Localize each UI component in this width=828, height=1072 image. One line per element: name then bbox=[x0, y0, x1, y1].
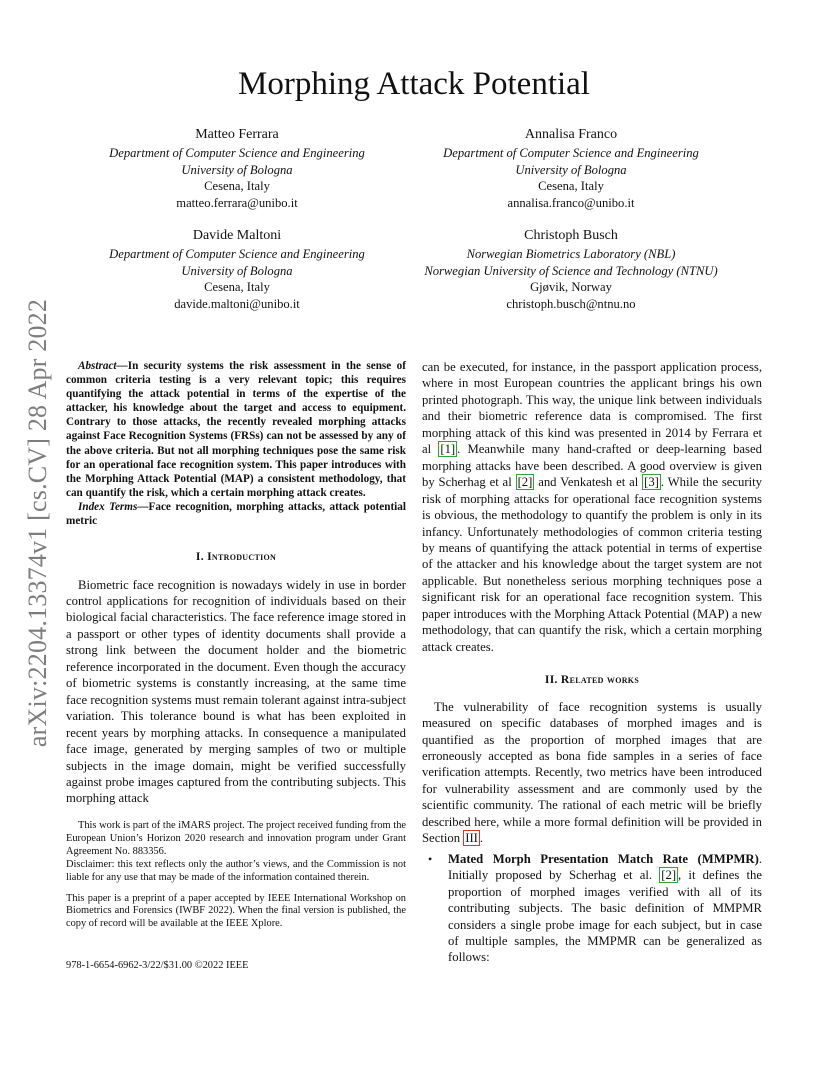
footnote-disclaimer: Disclaimer: this text reflects only the author’s views, and the Commission is not liable for any use that may be made of the information contained therein. bbox=[66, 858, 406, 883]
author-affiliation: Norwegian Biometrics Laboratory (NBL) bbox=[466, 247, 676, 261]
section-heading-related-works: II. Related works bbox=[544, 673, 640, 687]
author-email: annalisa.franco@unibo.it bbox=[507, 195, 635, 210]
author-institution: University of Bologna bbox=[181, 263, 293, 278]
author-block bbox=[406, 125, 736, 211]
section-link[interactable]: III bbox=[465, 831, 478, 846]
introduction-paragraph: Biometric face recognition is nowadays widely in use in border control applications for recognition of individuals based on their biological facial characteristics. The face reference image stored in a passport or other types of identity documents shall provide a strong link between the document holder and the biometric reference incorporated in the document. Even though the accuracy of biometric systems is constantly increasing, at the same time face recognition systems must remain tolerant against intra-subject variation. This tolerance bound is what has been exploited in recent years by morphing attacks. In consequence a manipulated face image, generated by merging samples of two or multiple subjects in the image domain, might be verified successfully against probe images captured from the contributing subjects. This morphing attack bbox=[66, 577, 406, 806]
left-column bbox=[66, 359, 406, 807]
author-email: christoph.busch@ntnu.no bbox=[506, 296, 636, 311]
author-affiliation: Department of Computer Science and Engineering bbox=[443, 146, 699, 160]
author-name: Christoph Busch bbox=[524, 228, 618, 243]
author-name: Matteo Ferrara bbox=[195, 127, 279, 142]
metric-name: Mated Morph Presentation Match Rate (MMPMR) bbox=[448, 851, 759, 866]
arxiv-identifier-text: arXiv:2204.13374v1 [cs.CV] 28 Apr 2022 bbox=[23, 298, 52, 748]
author-institution: University of Bologna bbox=[515, 162, 627, 177]
abstract bbox=[66, 359, 406, 500]
footnote-preprint: This paper is a preprint of a paper accepted by IEEE International Workshop on Biometrics and Forensics (IWBF 2022). When the final version is published, the copy of record will be available at the IEEE Xplore. bbox=[66, 892, 406, 930]
related-works-paragraph: The vulnerability of face recognition systems is usually measured on specific databases of morphed images and is quantified as the proportion of morphed images that are erroneously accepted as bona fide samples in a series of face verification attempts. Recently, two metrics have been introduced for vulnerability assessment and are commonly used by the scientific community. The rational of each metric will be briefly described here, while a more formal definition will be provided in Section III . bbox=[422, 699, 762, 846]
abstract-text: In security systems the risk assessment in the sense of common criteria testing is a very relevant topic; this requires quantifying the attack potential in terms of the expertise of the attacker, his knowledge about the target and access to equipment. Contrary to those attacks, the recently revealed morphing attacks against Face Recognition Systems (FRSs) can not be assessed by any of the above criteria. But not all morphing techniques pose the same risk for an operational face recognition system. This paper introduces with the Morphing Attack Potential (MAP) a consistent methodology, that can quantify the risk, which a certain morphing attack creates. bbox=[66, 360, 406, 499]
index-terms bbox=[66, 500, 406, 528]
author-block bbox=[406, 226, 736, 312]
author-institution: University of Bologna bbox=[181, 162, 293, 177]
author-email: davide.maltoni@unibo.it bbox=[174, 296, 300, 311]
author-block bbox=[72, 125, 402, 211]
author-name: Davide Maltoni bbox=[192, 228, 282, 243]
citation-link[interactable]: [2] bbox=[517, 475, 533, 490]
author-block bbox=[72, 226, 402, 312]
author-location: Cesena, Italy bbox=[204, 179, 270, 194]
paper-title: Morphing Attack Potential bbox=[238, 66, 590, 102]
footnote-funding: This work is part of the iMARS project. The project received funding from the European Union’s Horizon 2020 research and innovation program under Grant Agreement No. 883356. bbox=[66, 820, 406, 857]
author-email: matteo.ferrara@unibo.it bbox=[176, 195, 298, 210]
citation-link[interactable]: [2] bbox=[661, 868, 677, 883]
author-name: Annalisa Franco bbox=[524, 127, 618, 142]
author-institution: Norwegian University of Science and Technology (NTNU) bbox=[424, 263, 718, 278]
bullet-icon: • bbox=[428, 851, 433, 866]
index-terms-text: Face recognition, morphing attacks, attack potential metric bbox=[66, 500, 406, 528]
copyright-notice: 978-1-6654-6962-3/22/$31.00 ©2022 IEEE bbox=[66, 960, 249, 971]
footnotes bbox=[66, 820, 406, 939]
author-affiliation: Department of Computer Science and Engineering bbox=[109, 146, 365, 160]
author-location: Cesena, Italy bbox=[204, 280, 270, 295]
abstract-label: Abstract— bbox=[78, 360, 128, 372]
section-heading-introduction: I. Introduction bbox=[195, 550, 277, 564]
citation-link[interactable]: [1] bbox=[440, 442, 456, 457]
author-affiliation: Department of Computer Science and Engineering bbox=[109, 247, 365, 261]
author-location: Gjøvik, Norway bbox=[530, 280, 612, 295]
right-column bbox=[422, 359, 762, 966]
arxiv-identifier bbox=[20, 287, 56, 759]
author-location: Cesena, Italy bbox=[538, 179, 604, 194]
list-item bbox=[422, 851, 762, 966]
introduction-continuation: can be executed, for instance, in the passport application process, where in most European countries the applicant brings his own printed photograph. This way, the unique link between individuals and their biometric reference data is compromised. The first morphing attack of this kind was presented in 2014 by Ferrara et al [1] . Meanwhile many hand-crafted or deep-learning based morphing attacks have been described. A good overview is given by Scherhag et al [2] and Venkatesh et al [3] . While the security risk of morphing attacks for operational face recognition systems is obvious, the methodology to quantify the problem is only in its infancy. Unfortunately methodologies of common criteria testing by means of quantifying the attack potential in terms of expertise of the attacker and his knowledge about the target system are not applicable. But nonetheless serious morphing techniques pose a significant risk for an operational face recognition system. This paper introduces with the Morphing Attack Potential (MAP) a new methodology, that can quantify the risk, which a certain morphing attack creates. bbox=[422, 360, 763, 654]
list-item-text: Mated Morph Presentation Match Rate (MMPMR). Initially proposed by Scherhag et al. [2] , it defines the proportion of morphed images verified with all of its contributing subjects. The basic definition of MMPMR considers a single probe image for each subject, but in case of multiple samples, the MMPMR can be generalized as follows: bbox=[448, 851, 762, 965]
index-terms-label: Index Terms— bbox=[78, 500, 149, 513]
citation-link[interactable]: [3] bbox=[644, 475, 659, 490]
